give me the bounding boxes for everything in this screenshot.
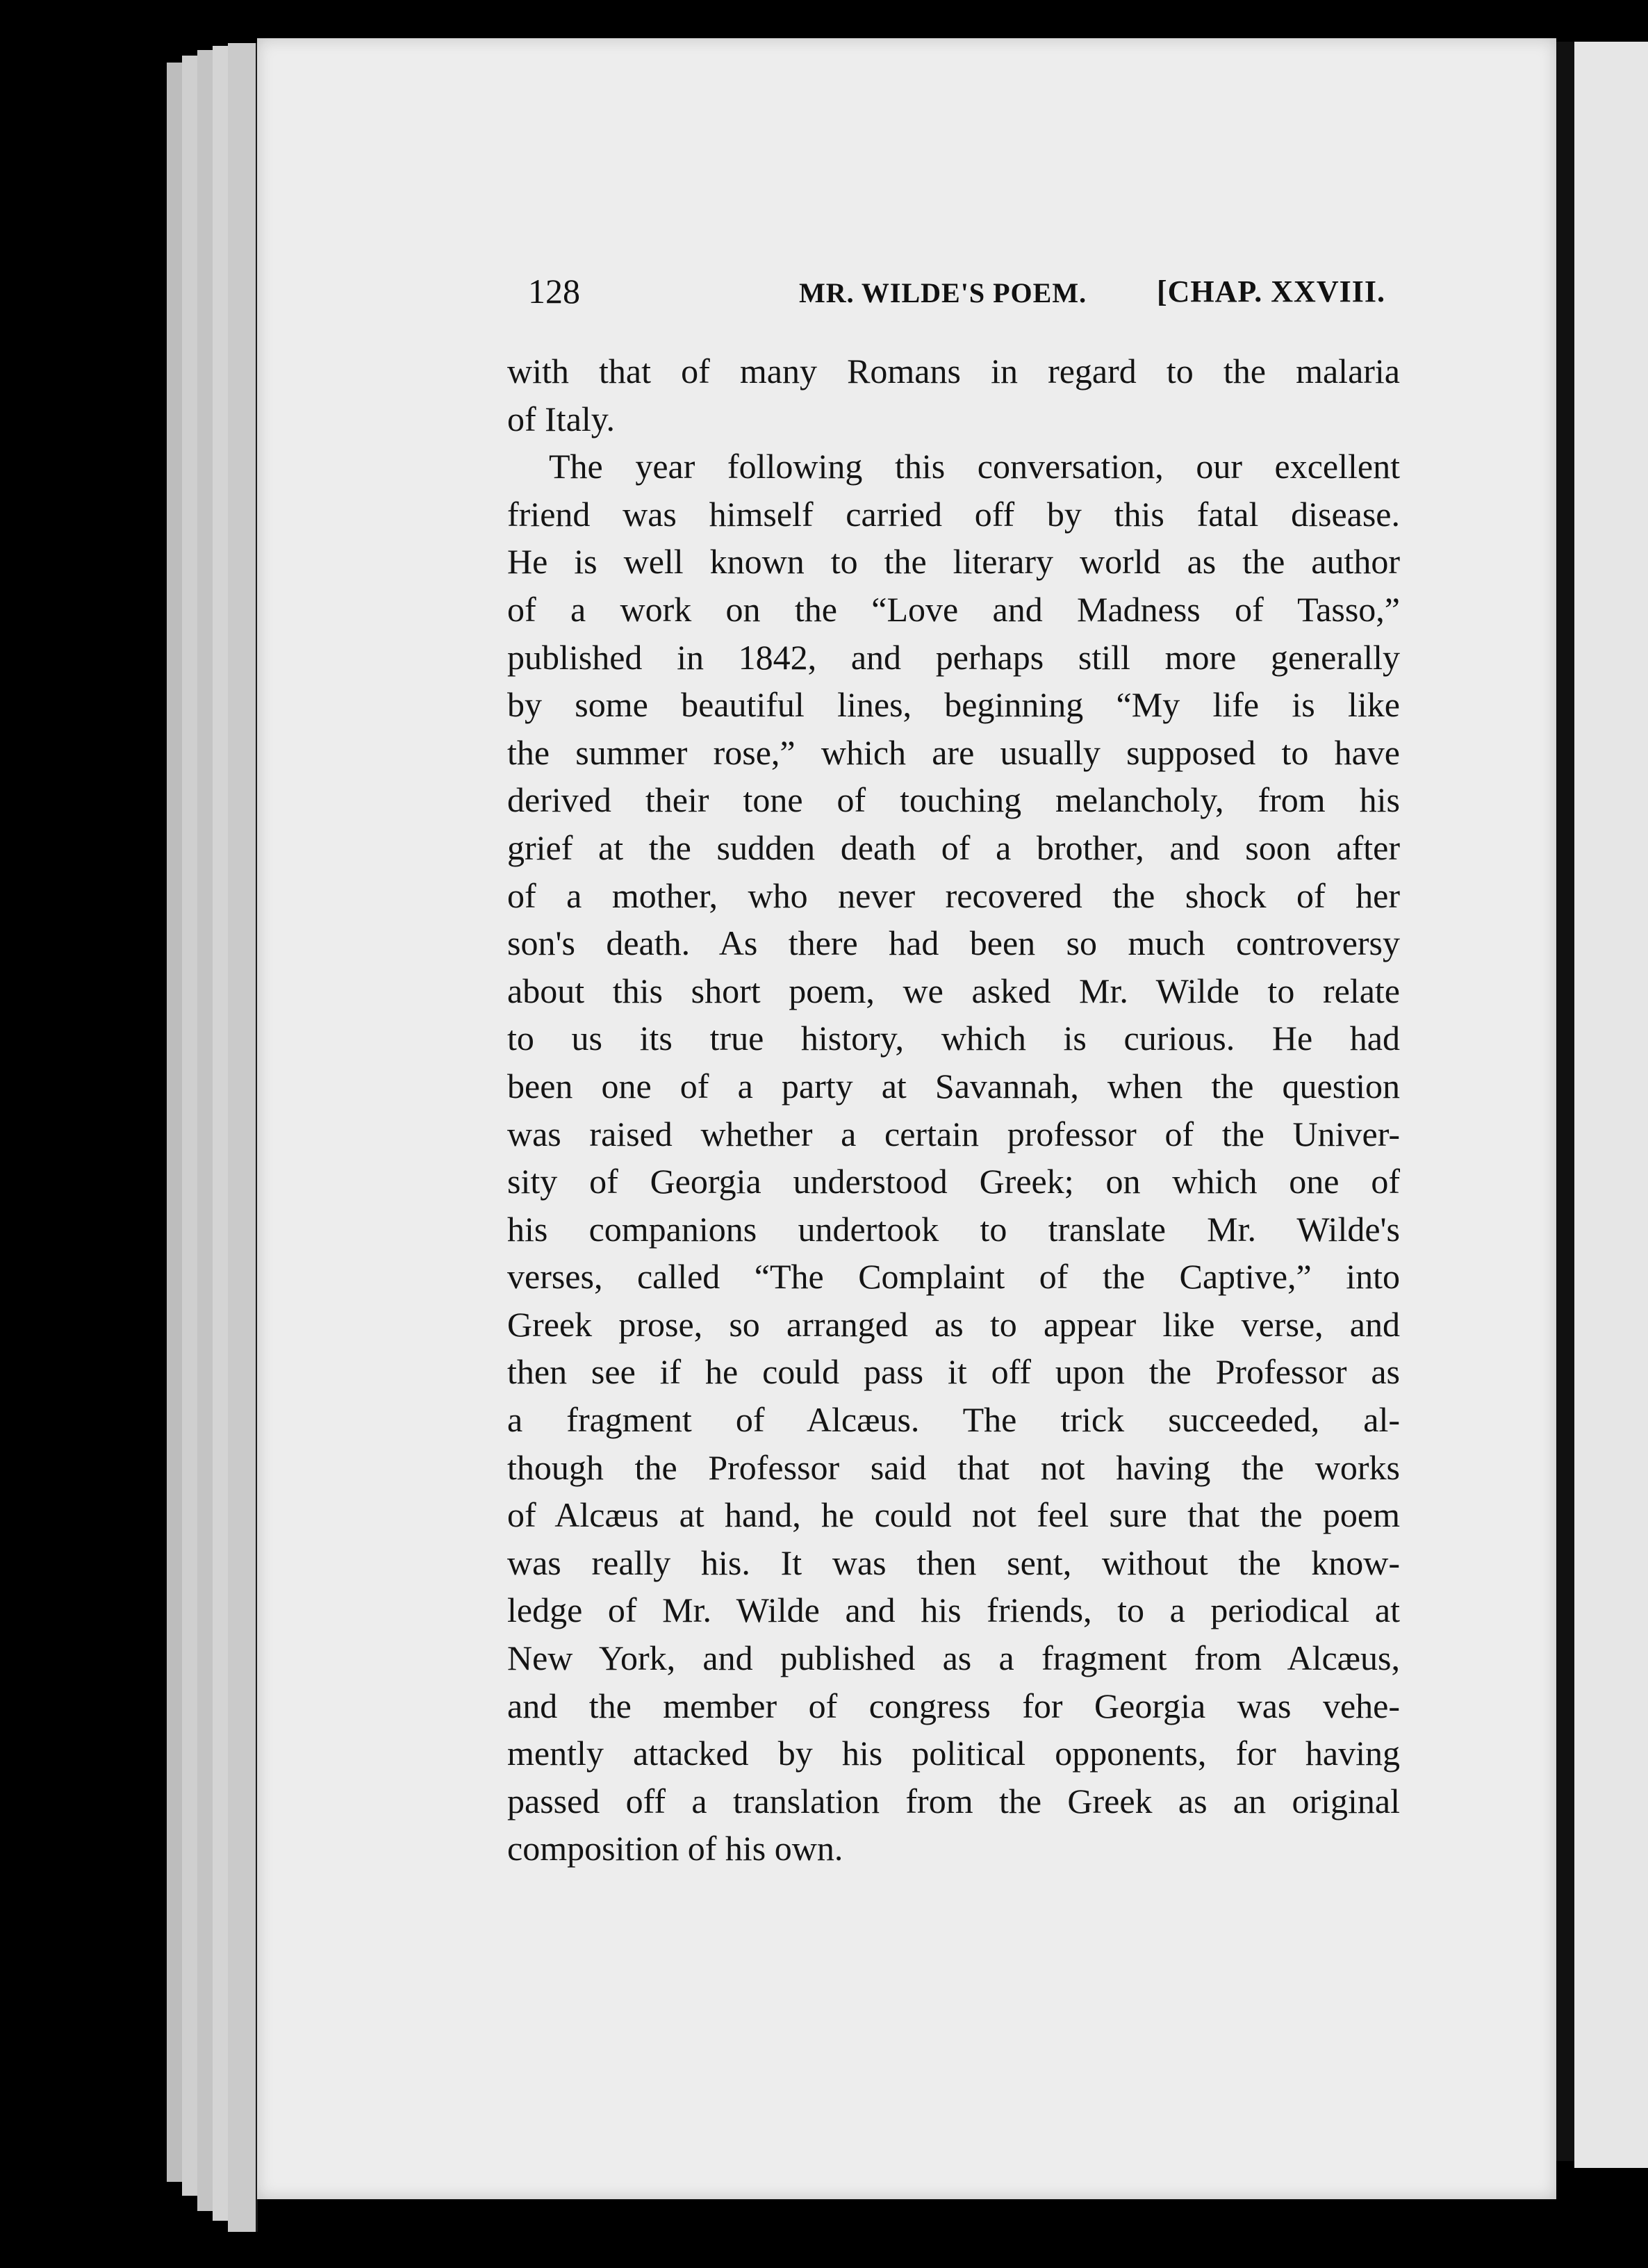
page-number: 128: [528, 272, 580, 311]
text-line: passed off a translation from the Greek as an original: [507, 1781, 1400, 1821]
text-line: mently attacked by his political opponents, for having: [507, 1734, 1400, 1773]
text-line: of Italy.: [507, 399, 616, 438]
text-line: a fragment of Alcæus. The trick succeeded, al-: [507, 1400, 1400, 1440]
page-edge: [228, 43, 258, 2232]
text-line: his companions undertook to translate Mr. Wilde's: [507, 1209, 1400, 1249]
text-line: about this short poem, we asked Mr. Wilde to relate: [507, 971, 1400, 1010]
running-head: [528, 271, 1396, 320]
text-line: the summer rose,” which are usually supposed to have: [507, 732, 1400, 772]
text-line: New York, and published as a fragment from Alcæus,: [507, 1638, 1400, 1678]
running-title: MR. WILDE'S POEM.: [799, 277, 1087, 309]
body-text: [507, 347, 1400, 1873]
book-gutter: [1556, 42, 1574, 2161]
text-line: published in 1842, and perhaps still more generally: [507, 637, 1400, 677]
text-line: was really his. It was then sent, without the know-: [507, 1543, 1400, 1582]
text-line: son's death. As there had been so much controversy: [507, 923, 1400, 963]
text-line: of a mother, who never recovered the shock of her: [507, 876, 1400, 915]
chapter-label: [CHAP. XXVIII.: [1157, 274, 1385, 309]
text-line: grief at the sudden death of a brother, and soon after: [507, 828, 1400, 867]
text-line: then see if he could pass it off upon the Professor as: [507, 1352, 1400, 1392]
text-line: with that of many Romans in regard to the malaria: [507, 352, 1400, 391]
text-line: and the member of congress for Georgia was vehe-: [507, 1686, 1400, 1725]
text-line: derived their tone of touching melancholy, from his: [507, 780, 1400, 820]
text-line: verses, called “The Complaint of the Captive,” into: [507, 1257, 1400, 1297]
text-line: Greek prose, so arranged as to appear like verse, and: [507, 1304, 1400, 1344]
text-line: He is well known to the literary world as the author: [507, 542, 1400, 582]
facing-page-edge: [1574, 42, 1648, 2168]
text-line: friend was himself carried off by this fatal disease.: [507, 494, 1400, 534]
text-line: of a work on the “Love and Madness of Tasso,”: [507, 589, 1400, 629]
text-line: composition of his own.: [507, 1829, 843, 1868]
text-line: of Alcæus at hand, he could not feel sure that the poem: [507, 1495, 1400, 1535]
text-line: though the Professor said that not having the works: [507, 1447, 1400, 1487]
text-line: ledge of Mr. Wilde and his friends, to a periodical at: [507, 1591, 1400, 1630]
paragraph-first-line: The year following this conversation, our excellent: [549, 447, 1400, 486]
text-line: sity of Georgia understood Greek; on which one of: [507, 1162, 1400, 1201]
text-line: to us its true history, which is curious. He had: [507, 1019, 1400, 1058]
text-line: was raised whether a certain professor of the Univer-: [507, 1114, 1400, 1153]
text-line: been one of a party at Savannah, when the question: [507, 1066, 1400, 1106]
text-line: by some beautiful lines, beginning “My life is like: [507, 685, 1400, 725]
